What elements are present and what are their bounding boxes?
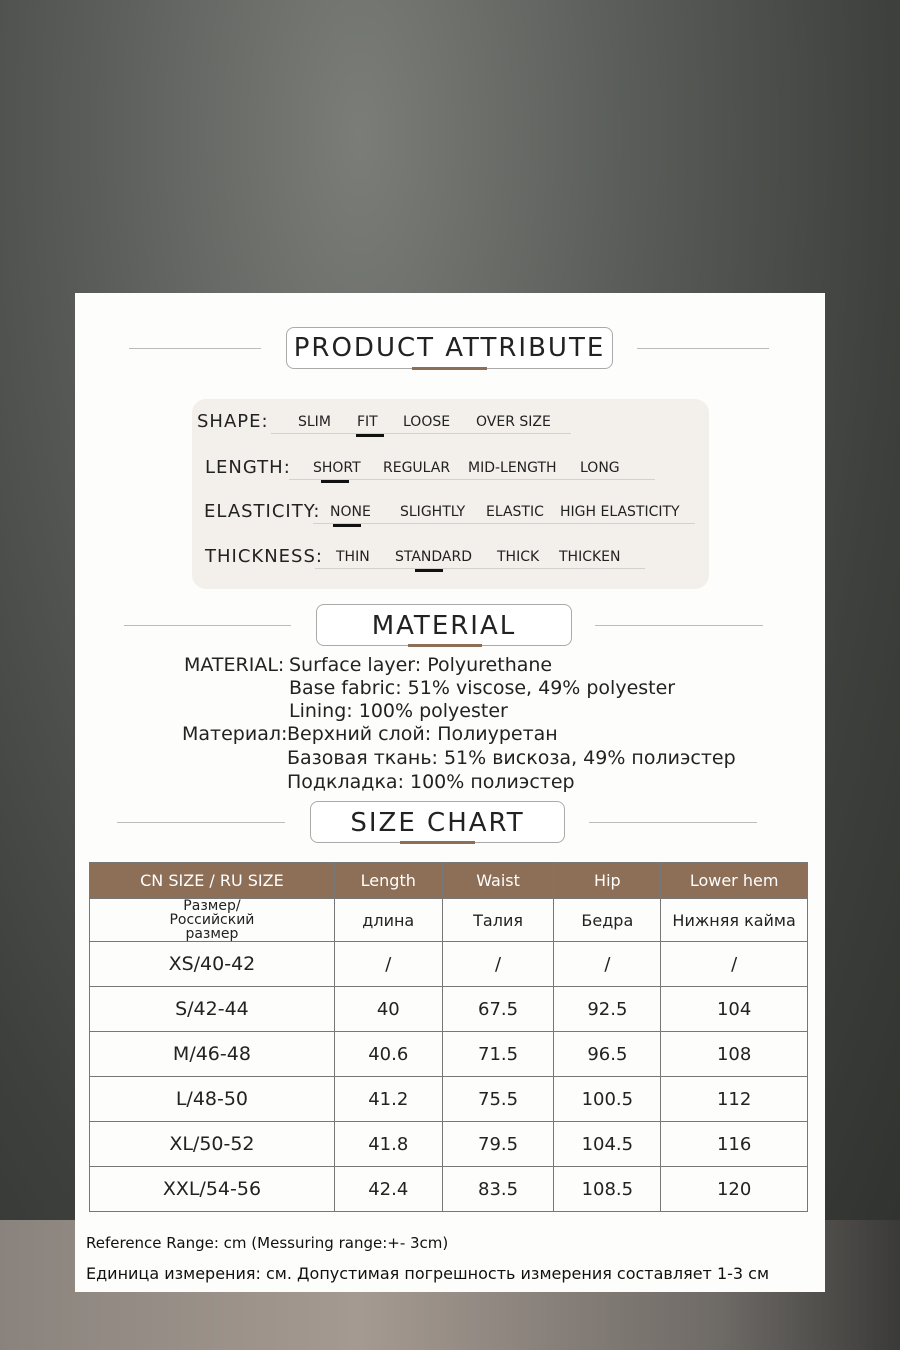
header-cell: Hip — [554, 863, 661, 899]
attribute-option: NONE — [330, 504, 371, 520]
table-cell: 104 — [661, 987, 808, 1032]
table-cell: 112 — [661, 1077, 808, 1122]
reference-note: Reference Range: cm (Messuring range:+- 3cm) — [86, 1234, 449, 1252]
material-line: Подкладка: 100% полиэстер — [287, 771, 575, 793]
header-cell: Lower hem — [661, 863, 808, 899]
table-cell: / — [442, 942, 554, 987]
attribute-option: OVER SIZE — [476, 414, 551, 430]
attribute-label: THICKNESS: — [205, 546, 323, 567]
table-cell: 83.5 — [442, 1167, 554, 1212]
attribute-label: ELASTICITY: — [204, 501, 321, 522]
subheader-cell: Нижняя кайма — [661, 899, 808, 942]
attribute-option: THICKEN — [559, 549, 621, 565]
attribute-option: FIT — [357, 414, 378, 430]
table-cell: 104.5 — [554, 1122, 661, 1167]
subheader-cell: Бедра — [554, 899, 661, 942]
table-row — [90, 987, 808, 1032]
table-cell: L/48-50 — [90, 1077, 335, 1122]
selected-indicator — [321, 480, 349, 483]
product-info-card — [75, 293, 825, 1292]
header-cell: Waist — [442, 863, 554, 899]
table-cell: 79.5 — [442, 1122, 554, 1167]
subheader-cell: Размер/Российский размер — [90, 899, 335, 942]
product-attribute-title: PRODUCT ATTRIBUTE — [286, 327, 613, 369]
material-line: Lining: 100% polyester — [289, 700, 508, 722]
table-cell: 40.6 — [334, 1032, 442, 1077]
table-subheader-row — [90, 899, 808, 942]
material-line: Верхний слой: Полиуретан — [287, 723, 558, 745]
attribute-option: THICK — [497, 549, 540, 565]
attribute-option: HIGH ELASTICITY — [560, 504, 680, 520]
table-cell: M/46-48 — [90, 1032, 335, 1077]
material-title: MATERIAL — [316, 604, 572, 646]
table-cell: 40 — [334, 987, 442, 1032]
attribute-label: SHAPE: — [197, 411, 269, 432]
attribute-option: MID-LENGTH — [468, 460, 557, 476]
table-cell: 120 — [661, 1167, 808, 1212]
attribute-option: SLIGHTLY — [400, 504, 466, 520]
table-cell: S/42-44 — [90, 987, 335, 1032]
attribute-option: LOOSE — [403, 414, 451, 430]
header-cell: CN SIZE / RU SIZE — [90, 863, 335, 899]
material-label-en: MATERIAL: — [184, 654, 285, 676]
attribute-option: SHORT — [313, 460, 361, 476]
table-cell: 71.5 — [442, 1032, 554, 1077]
attribute-option: LONG — [580, 460, 620, 476]
material-line: Surface layer: Polyurethane — [289, 654, 553, 676]
attribute-option: SLIM — [298, 414, 331, 430]
size-chart-title: SIZE CHART — [310, 801, 565, 843]
table-cell: XS/40-42 — [90, 942, 335, 987]
table-cell: XXL/54-56 — [90, 1167, 335, 1212]
attribute-option: THIN — [336, 549, 370, 565]
attribute-option: ELASTIC — [486, 504, 544, 520]
attribute-label: LENGTH: — [205, 457, 291, 478]
attribute-option: REGULAR — [383, 460, 451, 476]
table-row — [90, 1122, 808, 1167]
table-row — [90, 942, 808, 987]
selected-indicator — [356, 434, 384, 437]
material-label-ru: Материал: — [182, 723, 288, 745]
subheader-cell: Талия — [442, 899, 554, 942]
table-cell: XL/50-52 — [90, 1122, 335, 1167]
table-cell: / — [334, 942, 442, 987]
selected-indicator — [333, 524, 361, 527]
table-cell: 41.8 — [334, 1122, 442, 1167]
size-chart-table — [89, 862, 808, 1212]
material-line: Base fabric: 51% viscose, 49% polyester — [289, 677, 676, 699]
table-cell: / — [554, 942, 661, 987]
table-cell: 67.5 — [442, 987, 554, 1032]
table-cell: 108 — [661, 1032, 808, 1077]
table-cell: 75.5 — [442, 1077, 554, 1122]
table-cell: 42.4 — [334, 1167, 442, 1212]
table-cell: / — [661, 942, 808, 987]
table-cell: 92.5 — [554, 987, 661, 1032]
attribute-option: STANDARD — [395, 549, 473, 565]
table-row — [90, 1167, 808, 1212]
table-cell: 108.5 — [554, 1167, 661, 1212]
material-line: Базовая ткань: 51% вискоза, 49% полиэстер — [287, 747, 736, 769]
table-row — [90, 1077, 808, 1122]
table-cell: 116 — [661, 1122, 808, 1167]
table-header-row — [90, 863, 808, 899]
table-cell: 96.5 — [554, 1032, 661, 1077]
table-cell: 41.2 — [334, 1077, 442, 1122]
table-row — [90, 1032, 808, 1077]
subheader-cell: длина — [334, 899, 442, 942]
reference-note-ru: Единица измерения: см. Допустимая погрешность измерения составляет 1-3 см — [86, 1264, 770, 1283]
table-cell: 100.5 — [554, 1077, 661, 1122]
header-cell: Length — [334, 863, 442, 899]
selected-indicator — [415, 569, 443, 572]
